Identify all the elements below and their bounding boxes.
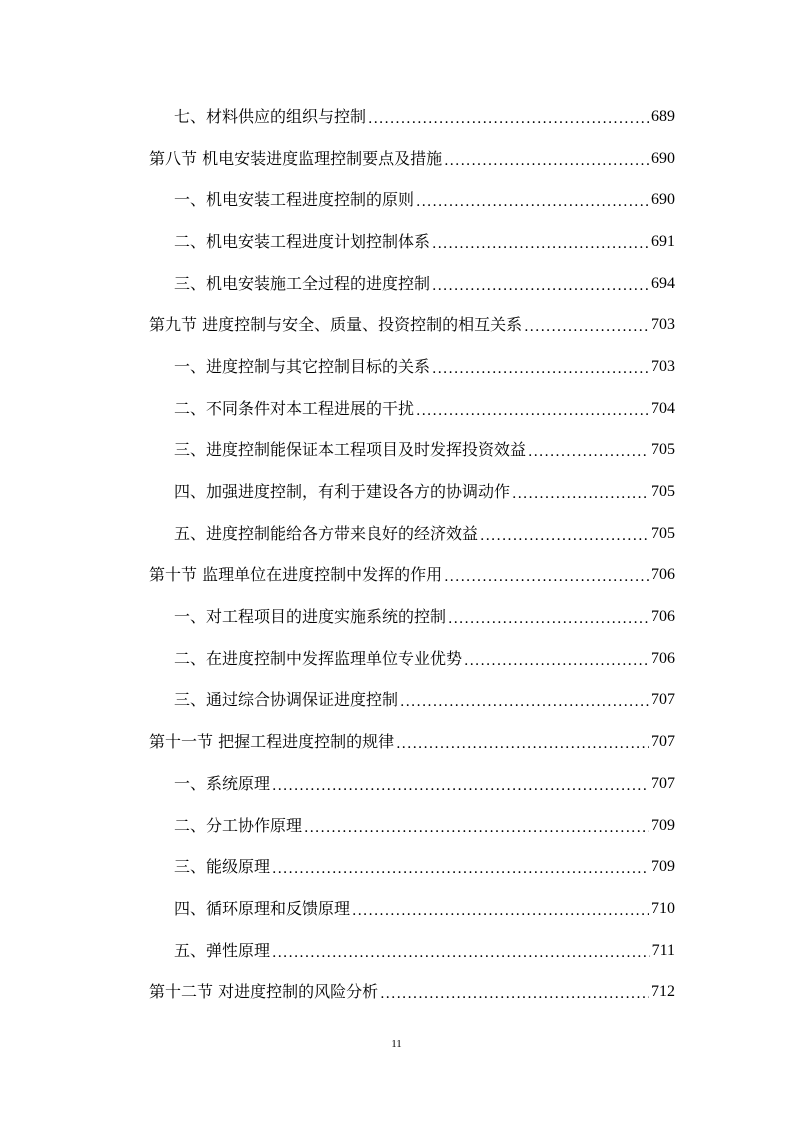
toc-entry-page: 705 (651, 483, 675, 501)
toc-entry[interactable] (0, 221, 793, 263)
toc-leader-dots (400, 692, 649, 712)
toc-entry-page: 707 (651, 691, 675, 709)
toc-entry-page: 706 (651, 566, 675, 584)
toc-entry[interactable] (0, 763, 793, 805)
toc-leader-dots (272, 943, 650, 963)
toc-entry[interactable] (0, 96, 793, 138)
toc-leader-dots (524, 317, 649, 337)
toc-leader-dots (528, 442, 649, 462)
toc-entry[interactable] (0, 471, 793, 513)
toc-entry-label: 四、加强进度控制，有利于建设各方的协调动作 (174, 482, 511, 502)
toc-entry[interactable] (0, 971, 793, 1013)
toc-entry-label: 二、不同条件对本工程进展的干扰 (174, 398, 415, 418)
toc-entry[interactable] (0, 179, 793, 221)
toc-entry-label: 二、分工协作原理 (174, 815, 303, 835)
toc-leader-dots (352, 901, 649, 921)
toc-entry-label: 五、进度控制能给各方带来良好的经济效益 (174, 523, 479, 543)
toc-entry-page: 690 (651, 149, 675, 167)
toc-leader-dots (464, 651, 649, 671)
toc-entry-label: 三、机电安装施工全过程的进度控制 (174, 273, 431, 293)
toc-leader-dots (272, 776, 649, 796)
toc-entry[interactable] (0, 805, 793, 847)
toc-entry-page: 709 (651, 816, 675, 834)
toc-entry-label: 第八节 机电安装进度监理控制要点及措施 (149, 148, 443, 168)
toc-entry[interactable] (0, 513, 793, 555)
toc-leader-dots (512, 484, 649, 504)
page-number: 11 (391, 1038, 402, 1050)
toc-entry-page: 706 (651, 608, 675, 626)
toc-entry-page: 706 (651, 649, 675, 667)
toc-entry-label: 第十二节 对进度控制的风险分析 (149, 982, 379, 1002)
toc-entry[interactable] (0, 680, 793, 722)
toc-entry-label: 二、在进度控制中发挥监理单位专业优势 (174, 648, 463, 668)
toc-leader-dots (272, 859, 649, 879)
toc-entry[interactable] (0, 430, 793, 472)
toc-entry[interactable] (0, 596, 793, 638)
toc-entry-label: 五、弹性原理 (174, 940, 271, 960)
toc-entry-page: 711 (651, 941, 675, 959)
toc-entry-page: 710 (651, 899, 675, 917)
toc-entry-label: 三、进度控制能保证本工程项目及时发挥投资效益 (174, 440, 527, 460)
toc-entry-label: 三、通过综合协调保证进度控制 (174, 690, 399, 710)
toc-entry-page: 712 (651, 983, 675, 1001)
toc-entry-label: 一、对工程项目的进度实施系统的控制 (174, 607, 447, 627)
toc-entry-label: 七、材料供应的组织与控制 (174, 106, 367, 126)
toc-entry[interactable] (0, 846, 793, 888)
toc-entry-page: 707 (651, 774, 675, 792)
toc-entry[interactable] (0, 346, 793, 388)
toc-entry[interactable] (0, 304, 793, 346)
toc-entry-label: 二、机电安装工程进度计划控制体系 (174, 231, 431, 251)
toc-leader-dots (432, 234, 649, 254)
toc-entry-page: 705 (651, 524, 675, 542)
toc-leader-dots (416, 192, 649, 212)
toc-entry-page: 705 (651, 441, 675, 459)
toc-entry-label: 第九节 进度控制与安全、质量、投资控制的相互关系 (149, 315, 523, 335)
toc-entry[interactable] (0, 930, 793, 972)
toc-leader-dots (416, 401, 649, 421)
toc-entry-label: 三、能级原理 (174, 857, 271, 877)
toc-entry[interactable] (0, 263, 793, 305)
toc-entry-page: 690 (651, 191, 675, 209)
toc-leader-dots (368, 109, 649, 129)
toc-entry[interactable] (0, 388, 793, 430)
toc-entry-label: 第十节 监理单位在进度控制中发挥的作用 (149, 565, 443, 585)
toc-leader-dots (432, 276, 649, 296)
toc-leader-dots (304, 818, 649, 838)
toc-leader-dots (444, 151, 649, 171)
toc-entry-label: 一、系统原理 (174, 773, 271, 793)
toc-leader-dots (444, 567, 649, 587)
toc-entry[interactable] (0, 138, 793, 180)
toc-entry-label: 四、循环原理和反馈原理 (174, 898, 351, 918)
toc-entry-label: 一、机电安装工程进度控制的原则 (174, 190, 415, 210)
toc-leader-dots (396, 734, 649, 754)
table-of-contents (0, 96, 793, 1013)
toc-entry[interactable] (0, 721, 793, 763)
toc-entry[interactable] (0, 555, 793, 597)
toc-entry-page: 703 (651, 316, 675, 334)
toc-entry-page: 694 (651, 274, 675, 292)
toc-entry-page: 707 (651, 733, 675, 751)
toc-entry[interactable] (0, 888, 793, 930)
toc-entry-page: 691 (651, 232, 675, 250)
toc-leader-dots (448, 609, 649, 629)
toc-entry-label: 第十一节 把握工程进度控制的规律 (149, 732, 395, 752)
toc-entry-label: 一、进度控制与其它控制目标的关系 (174, 356, 431, 376)
toc-entry-page: 689 (651, 107, 675, 125)
toc-entry-page: 709 (651, 858, 675, 876)
toc-leader-dots (380, 984, 649, 1004)
toc-entry-page: 703 (651, 357, 675, 375)
toc-leader-dots (480, 526, 649, 546)
toc-entry[interactable] (0, 638, 793, 680)
toc-leader-dots (432, 359, 649, 379)
toc-entry-page: 704 (651, 399, 675, 417)
